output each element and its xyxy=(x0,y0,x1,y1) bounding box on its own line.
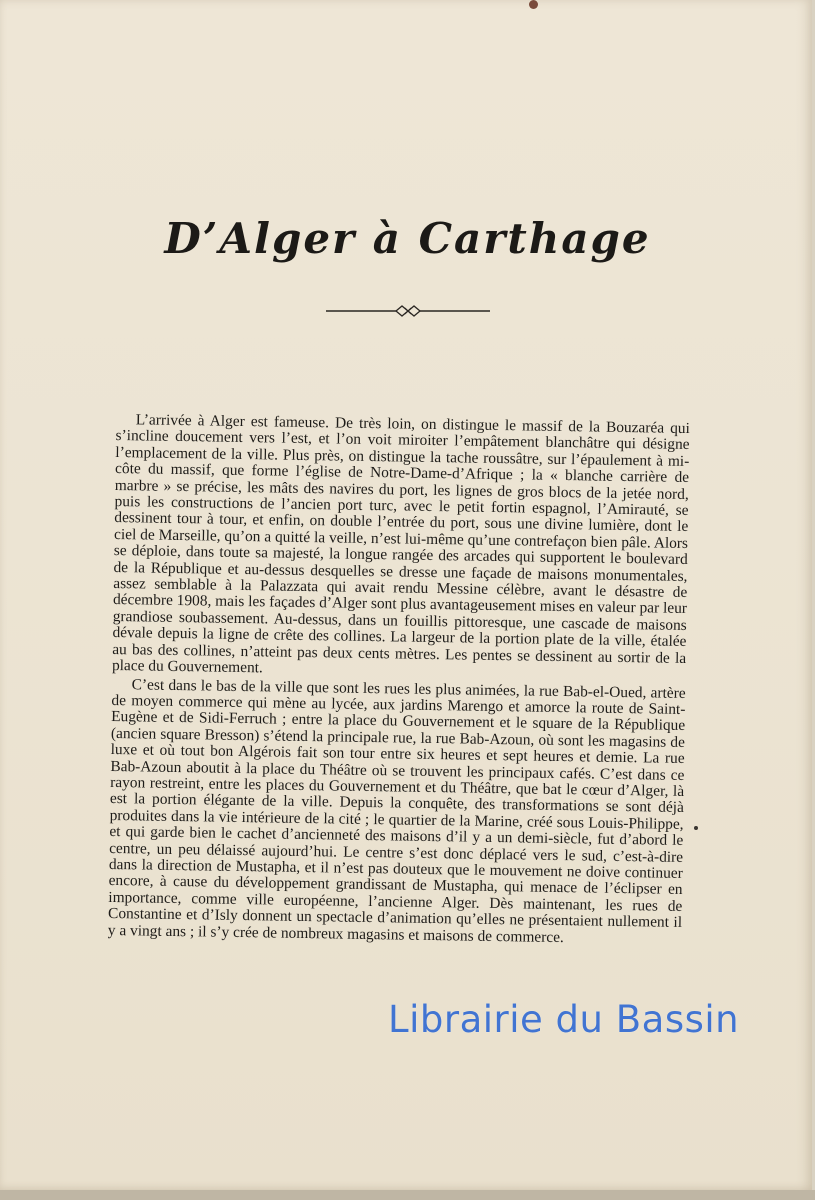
paragraph-arrival: L’arrivée à Alger est fameuse. De très loin, on distingue le massif de la Bouzaréa qui s’incline doucement vers l’est, et l’on voit miroiter l’empâtement blanchâtre qui désigne l’emplacement de la ville. Plus près, on distingue la tache roussâtre, sur l’épaulement à mi-côte du massif, que forme l’église de Notre-Dame-d’Afrique ; la « blanche carrière de marbre » se précise, les mâts des navires du port, les lignes de gros blocs de la jetée nord, puis les constructions de l’ancien port turc, avec le petit fortin espagnol, l’Amirauté, se dessinent tour à tour, et enfin, on double l’entrée du port, sous une divine lumière, dont le ciel de Marseille, qu’on a quitté la veille, n’est lui-même qu’une contrefaçon bien pâle. Alors se déploie, dans toute sa majesté, la longue rangée des arcades qui supportent le boulevard de la République et au-dessus desquelles se dresse une façade de maisons monumentales, assez semblable à la Palazzata qui avait rendu Messine célèbre, avant le désastre de décembre 1908, mais les façades d’Alger sont plus avantageusement mises en valeur par leur grandiose soubassement. Au-dessus, dans un fouillis pittoresque, une cascade de maisons dévale depuis la ligne de crête des collines. La largeur de la portion plate de la ville, étalée au bas des collines, n’atteint pas deux cents mètres. Les pentes se dessinent au sortir de la place du Gouvernement. xyxy=(111,411,690,677)
bookseller-watermark: Librairie du Bassin xyxy=(388,998,740,1041)
margin-mark xyxy=(694,826,698,830)
body-text xyxy=(108,412,690,948)
page-bottom-edge xyxy=(0,1190,815,1200)
ink-spot xyxy=(529,0,538,9)
paragraph-streets: C’est dans le bas de la ville que sont les rues les plus animées, la rue Bab-el-Oued, artère de moyen commerce qui mène au lycée, aux jardins Marengo et amorce la route de Saint-Eugène et de Sidi-Ferruch ; entre la place du Gouvernement et le square de la République (ancien square Bresson) s’étend la principale rue, la rue Bab-Azoun, où sont les magasins de luxe et où tout bon Algérois fait son tour entre six heures et sept heures et demie. La rue Bab-Azoun aboutit à la place du Théâtre où se trouvent les principaux cafés. C’est dans ce rayon restreint, entre les places du Gouvernement et du Théâtre, que bat le cœur d’Alger, là est la portion élégante de la ville. Depuis la conquête, des transformations se sont déjà produites dans la vie intérieure de la cité ; le quartier de la Marine, créé sous Louis-Philippe, et qui garde bien le cachet d’ancienneté des maisons d’il y a un demi-siècle, fut d’abord le centre, un peu délaissé aujourd’hui. Le centre s’est donc déplacé vers le sud, c’est-à-dire dans la direction de Mustapha, et il n’est pas douteux que le mouvement ne doive continuer encore, à cause du développement grandissant de Mustapha, qui menace de l’éclipser en importance, comme ville européenne, l’ancienne Alger. Dès maintenant, les rues de Constantine et d’Isly donnent un spectacle d’animation qu’elles ne présentaient nullement il y a vingt ans ; il s’y crée de nombreux magasins et maisons de commerce. xyxy=(107,675,686,946)
ornamental-divider xyxy=(326,302,490,320)
chapter-title: D’Alger à Carthage xyxy=(164,214,651,263)
